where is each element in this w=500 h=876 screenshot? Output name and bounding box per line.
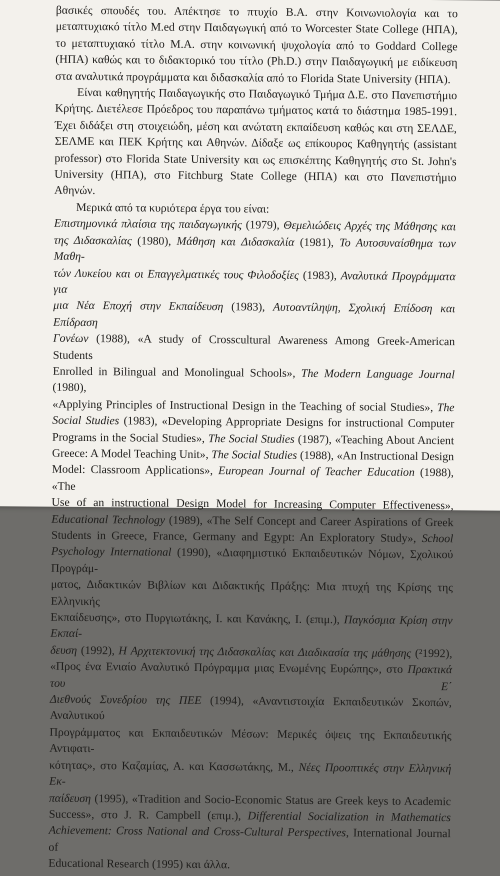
work-title: δευση xyxy=(50,643,78,657)
work-title: The Modern Language Journal xyxy=(301,366,455,382)
work-text: (1988), «A study of Crosscultural Awareness Among Greek-American Students xyxy=(52,332,456,362)
work-title: παίδευση xyxy=(48,791,91,805)
work-title: Achievement: Cross National and Cross-Cultural Perspectives xyxy=(48,824,347,840)
work-text: , International Journal of xyxy=(48,826,451,854)
work-text: Use of an instructional Design Model for Increasing Computer Effectiveness», xyxy=(51,495,454,513)
work-text: ματος, Διδακτικών Βιβλίων και Διδακτικής Πράξης: Μια πτυχή της Κρίσης της Ελληνικής xyxy=(50,577,453,608)
work-text: Programs in the Social Studies», xyxy=(52,430,209,445)
works-line xyxy=(51,577,453,613)
work-title: Αυτοαντίληψη, Σχολική Επίδοση και Επίδραση xyxy=(53,300,456,329)
work-text: «Applying Principles of Instructional Design in the Teaching of social Studies», xyxy=(52,397,438,414)
paragraph-works-intro: Μερικά από τα κυριότερα έργα του είναι: xyxy=(76,200,270,216)
works-line xyxy=(53,265,455,301)
work-text: (1989), «The Self Concept and Career Aspirations of Greek xyxy=(164,513,454,529)
works-line xyxy=(53,331,455,367)
work-title: Διεθνούς Συνεδρίου της ΠΕΕ xyxy=(49,692,202,708)
work-title: Μάθηση και Διδασκαλία xyxy=(176,234,295,249)
work-title: Θεμελιώδεις Αρχές της Μάθησης και xyxy=(283,219,457,234)
work-text: (1980), xyxy=(131,234,177,248)
works-list xyxy=(48,216,456,876)
work-title: Πρακτικά του Ε΄ xyxy=(49,663,453,693)
work-title: European Journal of Teacher Education xyxy=(218,464,415,480)
work-text: (²1992), xyxy=(411,646,453,661)
work-title: Αναλυτικά Προγράμματα για xyxy=(53,268,456,296)
work-text: Enrolled in Bilingual and Monolingual Schools», xyxy=(52,364,302,380)
work-text: (1990), «Διαφημιστικό Εκπαιδευτικών Νόμων, Σχολικού Προγράμ- xyxy=(50,546,454,575)
work-text: (1983), xyxy=(223,300,274,314)
works-line xyxy=(50,659,452,695)
work-title: μια Νέα Εποχή στην Εκπαίδευση xyxy=(53,299,224,314)
work-text: (1980), xyxy=(52,381,87,395)
work-text: (1987), «Teaching About Ancient xyxy=(294,432,455,447)
work-text: Προγράμματος και Εκπαιδευτικών Μέσων: Μερικές όψεις της Εκπαιδευτικής Αντιφατι- xyxy=(49,725,452,756)
work-text: Εκπαίδευσης», στο Πυργιωτάκης, Ι. και Κανάκης, Ι. (επιμ.), xyxy=(50,610,345,627)
work-text: (1979), xyxy=(241,218,284,233)
biography-text xyxy=(48,3,458,876)
work-title: Differential Socialization in Mathematics xyxy=(247,809,451,825)
work-text: κότητας», στο Καζαμίας, Α. και Κασσωτάκης, Μ., xyxy=(49,758,299,774)
paragraph-education: βασικές σπουδές του. Απέκτησε το πτυχίο Β.Α. στην Κοινωνιολογία και το μεταπτυχιακό τίτλο M.ed στην Παιδαγωγική από το Worcester State College (ΗΠΑ), το μεταπτυχιακό τίτλο M.A. στην κοινωνική ψυχολογία από το Goddard College (ΗΠΑ) καθώς και το διδακτορικό του τίτλο (Ph.D.) στην Παιδαγωγική με ειδίκευση στα αναλυτικά προγράμματα και διδασκαλία από το Florida State University (ΗΠΑ). xyxy=(55,3,458,86)
work-text: (1992), xyxy=(76,643,119,658)
work-text: «Προς ένα Ενιαίο Αναλυτικό Πρόγραμμα μιας Ενωμένης Ευρώπης», στο xyxy=(50,659,408,677)
work-title: της Διδασκαλίας xyxy=(53,233,132,248)
work-title: Educational Technology xyxy=(51,512,166,527)
works-line xyxy=(53,298,455,334)
paragraph-career: Είναι καθηγητής Παιδαγωγικής στο Παιδαγωγικό Τμήμα Δ.Ε. στο Πανεπιστήμιο Κρήτης. Διετέλεσε Πρόεδρος του παραπάνω τμήματος κατά το διάστημα 1985-1991. Έχει διδάξει στη στοιχειώδη, μέση και ανώτατη εκπαίδευση καθώς και στη ΣΕΛΔΕ, ΣΕΛΜΕ και ΠΕΚ Κρήτης και Αθηνών. Δίδαξε ως επίκουρος Καθηγητής (assistant professor) στο Florida State University και ως επισκέπτης Καθηγητής στο St. John's University (ΗΠΑ), στο Fitchburg State College (ΗΠΑ) και στο Πανεπιστήμιο Αθηνών. xyxy=(54,85,458,198)
work-text: (1983), «Developing Appropriate Designs for instructional Computer xyxy=(119,414,455,431)
works-line xyxy=(54,232,456,268)
works-line xyxy=(50,610,452,646)
work-text: (1988), «The xyxy=(51,466,454,493)
work-text: (1995), «Tradition and Socio-Economic Status are Greek keys to Academic xyxy=(90,791,452,808)
work-title: The Social Studies xyxy=(208,431,295,446)
work-text: Greece: A Model Teaching Unit», xyxy=(51,446,212,462)
works-line xyxy=(48,856,450,876)
work-title: τών Λυκείου και οι Επαγγελματικές τους Φιλοδοξίες xyxy=(53,266,299,282)
work-title: The Social Studies xyxy=(211,448,298,462)
works-line xyxy=(53,364,455,400)
work-title: Νέες Προοπτικές στην Ελληνική Εκ- xyxy=(49,760,452,788)
work-text: Model: Classroom Applications», xyxy=(51,463,219,478)
work-title: Social Studies xyxy=(52,413,120,428)
work-title: The xyxy=(436,400,455,414)
work-title: Η Αρχιτεκτονική της Διδασκαλίας και Διαδικασία της μάθησης xyxy=(118,644,412,660)
work-title: Γονέων xyxy=(52,331,89,346)
works-line xyxy=(50,692,452,728)
works-line xyxy=(49,757,451,793)
works-line xyxy=(51,544,453,580)
work-title: Το Αυτοσυναίσθημα των Μαθη- xyxy=(53,235,456,264)
work-text: Success», στο J. R. Campbell (επιμ.), xyxy=(48,807,248,823)
work-text: (1994), «Αναντιστοιχία Εκπαιδευτικών Σκοπών, Αναλυτικού xyxy=(49,694,452,723)
work-title: Επιστημονικά πλαίσια της παιδαγωγικής xyxy=(53,217,242,232)
works-line xyxy=(48,823,450,859)
work-title: School xyxy=(421,531,454,546)
work-text: Educational Research (1995) και άλλα. xyxy=(48,856,231,872)
work-text: Students in Greece, France, Germany and Egypt: An Exploratory Study», xyxy=(51,528,422,545)
works-line xyxy=(49,725,451,761)
work-text: (1981), xyxy=(294,235,340,249)
work-title: Παγκόσμια Κρίση στην Εκπαί- xyxy=(50,613,453,641)
works-line xyxy=(52,462,454,498)
work-text: (1988), «An Instructional Design xyxy=(297,448,455,464)
work-text: (1983), xyxy=(298,268,341,282)
work-title: Psychology International xyxy=(51,545,172,560)
